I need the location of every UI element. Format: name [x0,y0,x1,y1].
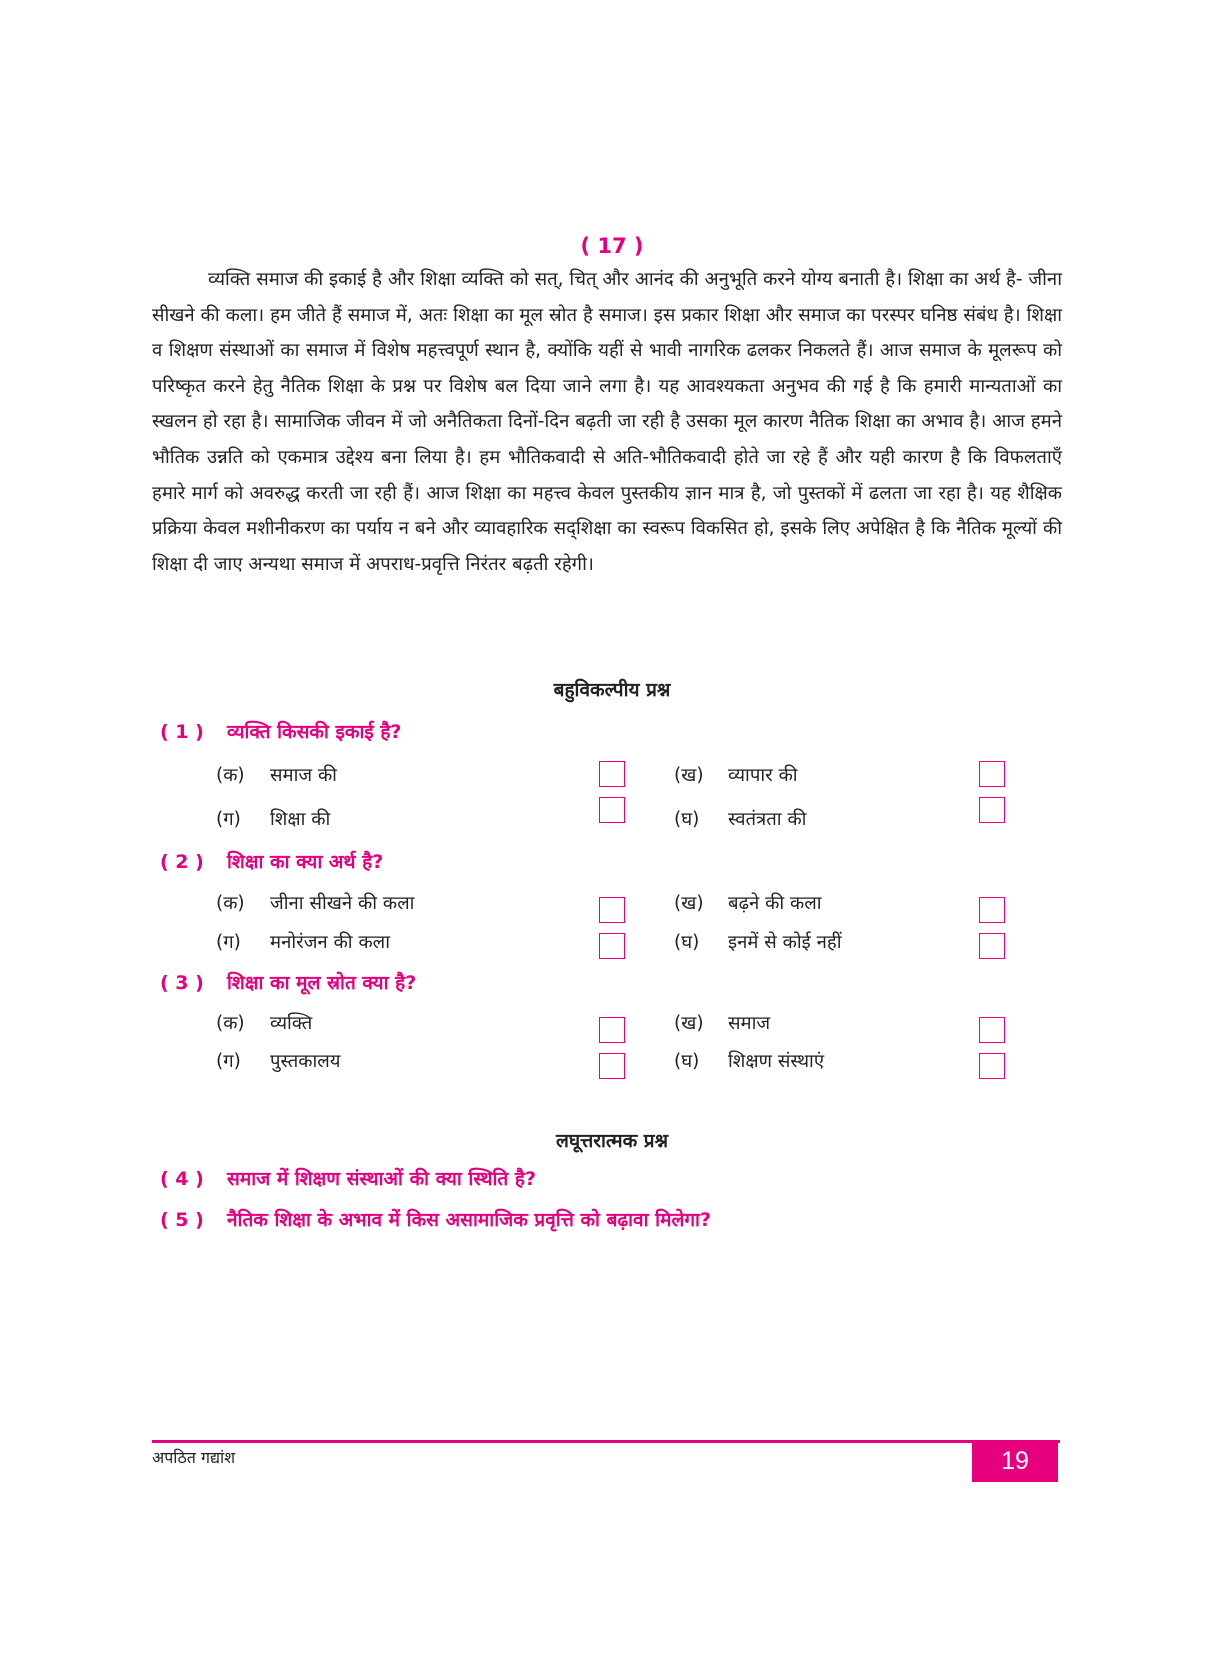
option-label: (ग) [216,1051,241,1072]
option-text: बढ़ने की कला [728,893,822,914]
answer-checkbox-q1-ga[interactable] [599,797,625,823]
short-answer-section-title: लघूत्तरात्मक प्रश्न [555,1130,669,1152]
question-1 [160,718,401,744]
question-text: व्यक्ति किसकी इकाई है? [227,721,402,743]
option-q3-ka [216,1010,312,1035]
option-text: व्यक्ति [270,1013,313,1034]
question-text: शिक्षा का क्या अर्थ है? [227,851,384,873]
option-text: शिक्षण संस्थाएं [728,1051,825,1072]
option-q3-gha [674,1048,824,1073]
option-q2-ka [216,890,414,915]
option-q1-ga [216,806,330,831]
option-label: (ग) [216,932,241,953]
question-5 [160,1206,711,1232]
option-text: स्वतंत्रता की [728,809,807,830]
mcq-section-title: बहुविकल्पीय प्रश्न [553,679,671,701]
question-number: ( 2 ) [160,851,204,873]
question-3 [160,969,416,995]
question-number: ( 5 ) [160,1209,204,1231]
answer-checkbox-q3-kha[interactable] [979,1017,1005,1043]
footer-section-name: अपठित गद्यांश [152,1448,236,1467]
passage-number: ( 17 ) [580,234,644,258]
option-text: समाज [728,1013,771,1034]
option-text: समाज की [270,765,337,786]
question-number: ( 3 ) [160,972,204,994]
footer-rule [152,1440,1060,1443]
answer-checkbox-q1-kha[interactable] [979,761,1005,787]
option-text: इनमें से कोई नहीं [728,932,842,953]
answer-checkbox-q1-ka[interactable] [599,761,625,787]
option-q3-kha [674,1010,770,1035]
passage-text: व्यक्ति समाज की इकाई है और शिक्षा व्यक्ति को सत्, चित् और आनंद की अनुभूति करने योग्य बनाती है। शिक्षा का अर्थ है- जीना सीखने की कला। हम जीते हैं समाज में, अतः शिक्षा का मूल स्रोत है समाज। इस प्रकार शिक्षा और समाज का परस्पर घनिष्ठ संबंध है। शिक्षा व शिक्षण संस्थाओं का समाज में विशेष महत्त्वपूर्ण स्थान है, क्योंकि यहीं से भावी नागरिक ढलकर निकलते हैं। आज समाज के मूलरूप को परिष्कृत करने हेतु नैतिक शिक्षा के प्रश्न पर विशेष बल दिया जाने लगा है। यह आवश्यकता अनुभव की गई है कि हमारी मान्यताओं का स्खलन हो रहा है। सामाजिक जीवन में जो अनैतिकता दिनों-दिन बढ़ती जा रही है उसका मूल कारण नैतिक शिक्षा का अभाव है। आज हमने भौतिक उन्नति को एकमात्र उद्देश्य बना लिया है। हम भौतिकवादी से अति-भौतिकवादी होते जा रहे हैं और यही कारण है कि विफलताएँ हमारे मार्ग को अवरुद्ध करती जा रही हैं। आज शिक्षा का महत्त्व केवल पुस्तकीय ज्ञान मात्र है, जो पुस्तकों में ढलता जा रहा है। यह शैक्षिक प्रक्रिया केवल मशीनीकरण का पर्याय न बने और व्यावहारिक सद्शिक्षा का स्वरूप विकसित हो, इसके लिए अपेक्षित है कि नैतिक मूल्यों की शिक्षा दी जाए अन्यथा समाज में अपराध-प्रवृत्ति निरंतर बढ़ती रहेगी। [152,269,1062,575]
option-label: (घ) [674,932,700,953]
question-4 [160,1165,536,1191]
question-2 [160,848,383,874]
option-text: पुस्तकालय [270,1051,341,1072]
option-label: (क) [216,765,245,786]
answer-checkbox-q3-ga[interactable] [599,1053,625,1079]
option-text: जीना सीखने की कला [270,893,415,914]
answer-checkbox-q2-ka[interactable] [599,897,625,923]
option-label: (ख) [674,1013,704,1034]
option-q2-kha [674,890,822,915]
option-label: (घ) [674,809,700,830]
question-text: नैतिक शिक्षा के अभाव में किस असामाजिक प्रवृत्ति को बढ़ावा मिलेगा? [227,1209,711,1231]
question-text: समाज में शिक्षण संस्थाओं की क्या स्थिति है? [227,1168,536,1190]
option-text: शिक्षा की [270,809,331,830]
option-q1-kha [674,762,798,787]
option-label: (क) [216,1013,245,1034]
option-q2-ga [216,929,390,954]
answer-checkbox-q2-ga[interactable] [599,933,625,959]
answer-checkbox-q2-gha[interactable] [979,933,1005,959]
option-label: (क) [216,893,245,914]
option-q1-ka [216,762,337,787]
page-number: 19 [972,1440,1058,1482]
option-q2-gha [674,929,842,954]
answer-checkbox-q2-kha[interactable] [979,897,1005,923]
option-q1-gha [674,806,806,831]
option-text: व्यापार की [728,765,798,786]
question-number: ( 1 ) [160,721,204,743]
option-label: (ग) [216,809,241,830]
answer-checkbox-q3-ka[interactable] [599,1017,625,1043]
option-text: मनोरंजन की कला [270,932,390,953]
option-label: (ख) [674,893,704,914]
option-label: (घ) [674,1051,700,1072]
option-q3-ga [216,1048,341,1073]
question-text: शिक्षा का मूल स्रोत क्या है? [227,972,417,994]
option-label: (ख) [674,765,704,786]
question-number: ( 4 ) [160,1168,204,1190]
answer-checkbox-q3-gha[interactable] [979,1053,1005,1079]
answer-checkbox-q1-gha[interactable] [979,797,1005,823]
